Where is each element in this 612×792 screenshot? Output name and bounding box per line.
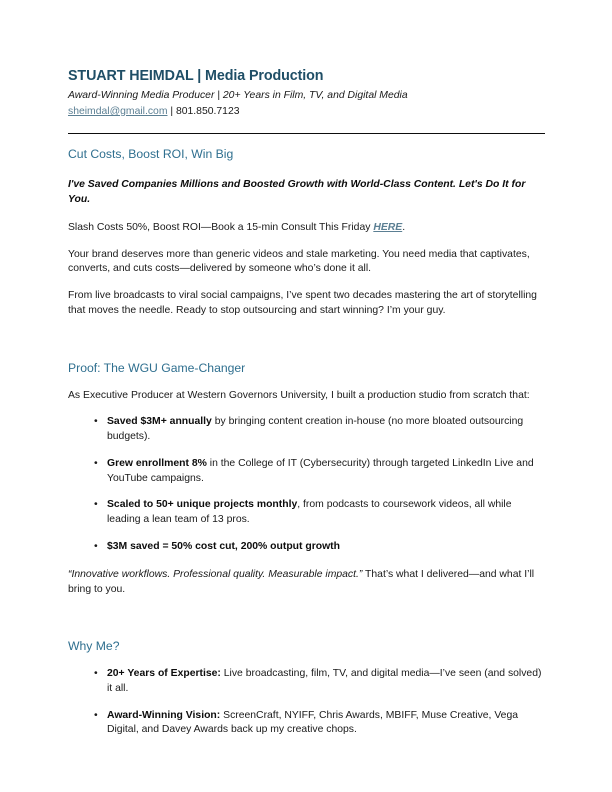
list-item-bold: Saved $3M+ annually	[107, 416, 212, 428]
quote-trailing-text: That’s what I delivered—and what I’ll bring to you.	[68, 568, 535, 595]
section-heading-proof: Proof: The WGU Game-Changer	[68, 360, 246, 375]
testimonial-quote	[68, 568, 545, 598]
here-link[interactable]: HERE	[373, 221, 403, 233]
email-link[interactable]: sheimdal@gmail.com	[68, 105, 168, 117]
list-item-bold: $3M saved = 50% cost cut, 200% output growth	[107, 540, 340, 552]
lead-statement: I've Saved Companies Millions and Boosted Growth with World-Class Content. Let's Do It for You.	[68, 179, 526, 206]
cta-text-after: .	[402, 221, 406, 233]
proof-bullet-list	[68, 415, 545, 554]
section-proof-wgu	[68, 361, 545, 598]
list-item	[107, 709, 545, 739]
list-item-text: in the College of IT (Cybersecurity) through targeted LinkedIn Live and YouTube campaigns.	[107, 457, 534, 484]
proof-intro: As Executive Producer at Western Governors University, I built a production studio from scratch that:	[68, 389, 530, 401]
list-item-text: , from podcasts to coursework videos, all while leading a lean team of 13 pros.	[107, 499, 512, 526]
list-item	[107, 667, 545, 697]
list-item	[107, 415, 545, 445]
why-me-bullet-list	[68, 667, 545, 738]
section-heading-why-me: Why Me?	[68, 639, 120, 654]
list-item-bold: Scaled to 50+ unique projects monthly	[107, 499, 298, 511]
contact-line	[68, 104, 545, 120]
body-paragraph: Your brand deserves more than generic videos and stale marketing. You need media that captivates, converts, and cuts costs—delivered by someone who’s done it all.	[68, 248, 530, 275]
list-item-bold: Grew enrollment 8%	[107, 457, 207, 469]
quote-italic-text: “Innovative workflows. Professional quality. Measurable impact.”	[68, 568, 363, 580]
header-divider	[68, 133, 545, 134]
list-item	[107, 498, 545, 528]
document-header	[68, 68, 545, 120]
list-item-text: Live broadcasting, film, TV, and digital media—I’ve seen (and solved) it all.	[107, 668, 542, 694]
phone-text: | 801.850.7123	[167, 105, 240, 117]
page-title: STUART HEIMDAL | Media Production	[68, 68, 324, 84]
list-item	[107, 540, 545, 555]
body-paragraph: From live broadcasts to viral social campaigns, I’ve spent two decades mastering the art of storytelling that moves the needle. Ready to stop outsourcing and start winning? I’m your guy.	[68, 290, 537, 316]
list-item-text: ScreenCraft, NYIFF, Chris Awards, MBIFF, Muse Creative, Vega Digital, and Davey Awards back up my creative chops.	[107, 709, 519, 736]
header-tagline: Award-Winning Media Producer | 20+ Years in Film, TV, and Digital Media	[68, 89, 408, 101]
section-cut-costs	[68, 147, 545, 319]
list-item-text: by bringing content creation in-house (no more bloated outsourcing budgets).	[107, 416, 524, 443]
cta-text-before: Slash Costs 50%, Boost ROI—Book a 15-min Consult This Friday	[68, 221, 374, 233]
list-item-bold: Award-Winning Vision:	[107, 709, 221, 721]
list-item	[107, 457, 545, 487]
list-item-bold: 20+ Years of Expertise:	[107, 668, 221, 680]
section-why-me	[68, 639, 545, 738]
section-heading-cut-costs: Cut Costs, Boost ROI, Win Big	[68, 146, 234, 161]
cta-paragraph	[68, 221, 545, 236]
